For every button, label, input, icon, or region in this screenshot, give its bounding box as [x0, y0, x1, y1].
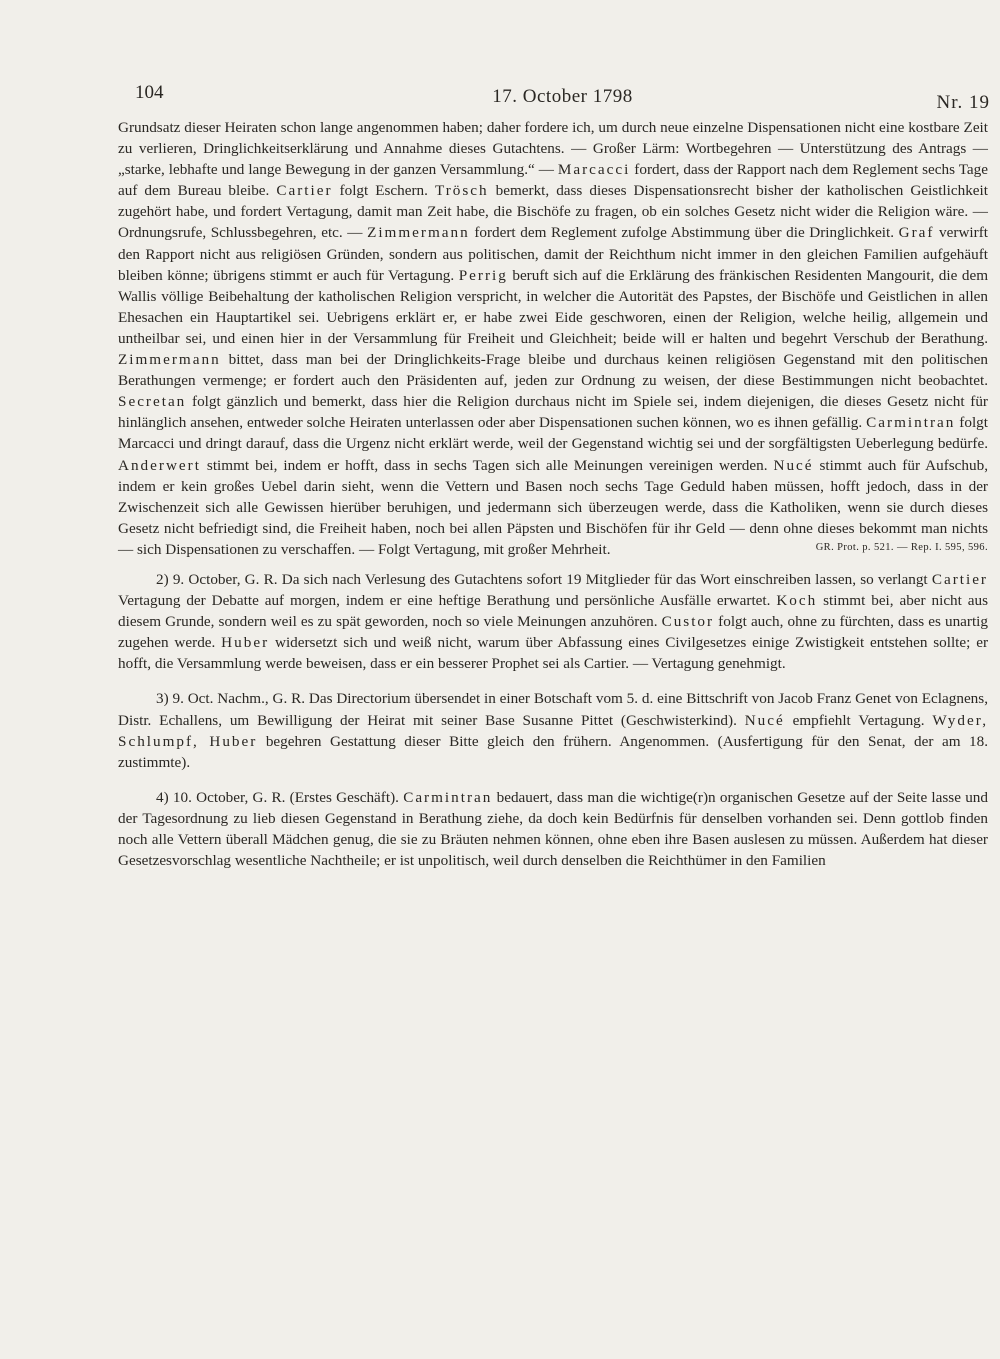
speaker-name: Graf [898, 224, 935, 242]
text-segment: stimmt auch für Aufschub, indem er kein großes Uebel darin sieht, wenn die Vettern und Basen noch sechs Tage Geduld haben müssen, hofft jedoch, dass in der Zwischenzeit sich alle Gewissen hierüber beruhigen, und jedermann sich überzeugen werde, dass die Katholiken, wenn sie durch dieses Gesetz nicht befriedigt sind, die Freiheit haben, noch bei allen Päpsten und Bischöfen für ihr Geld — denn ohne dieses bekommt man nichts — sich Dispensationen zu verschaffen. — Folgt Vertagung, mit großer Mehrheit. [118, 456, 988, 558]
body-text [118, 117, 988, 871]
text-segment: folgt Marcacci und dringt darauf, dass die Urgenz nicht erklärt werde, weil der Gegenstand wichtig sei und der sorgfältigsten Ueberlegung bedürfe. [118, 414, 988, 453]
text-segment: verwirft den Rapport nicht aus religiösen Gründen, sondern aus politischen, damit der Reichthum nicht immer in den gleichen Familien aufgehäuft bleiben könne; übrigens stimmt er auch für Vertagung. [118, 224, 988, 284]
speaker-name: Cartier [276, 182, 333, 200]
text-segment: bemerkt, dass dieses Dispensationsrecht bisher der katholischen Geistlichkeit zugehört habe, und fordert Vertagung, damit man Zeit habe, die Bischöfe zu fragen, ob ein solches Gesetz nicht wider die Religion wäre. — Ordnungsrufe, Schlussbegehren, etc. — [118, 182, 988, 242]
paragraph-1 [118, 117, 988, 560]
speaker-name: Trösch [434, 182, 489, 200]
speaker-name: Nucé [773, 456, 814, 474]
text-segment: fordert, dass der Rapport nach dem Reglement sechs Tage auf dem Bureau bleibe. [118, 161, 988, 200]
speaker-name: Zimmermann [367, 224, 470, 242]
paragraph-4 [118, 787, 988, 871]
speaker-name: Anderwert [118, 456, 201, 474]
page-date: 17. October 1798 [492, 86, 633, 107]
speaker-name: Secretan [118, 393, 187, 411]
text-segment: Grundsatz dieser Heiraten schon lange angenommen haben; daher fordere ich, um durch neue einzelne Dispensationen nicht eine kostbare Zeit zu verlieren, Dringlichkeitserklärung und Annahme dieses Gutachtens. — Großer Lärm: Wortbegehren — Unterstützung des Antrags — „starke, lebhafte und lange Bewegung in der ganzen Versammlung.“ — [118, 119, 988, 179]
protocol-reference: GR. Prot. p. 521. — Rep. I. 595, 596. [815, 541, 988, 553]
text-segment: empfiehlt Vertagung. [784, 711, 933, 729]
text-segment: Vertagung der Debatte auf morgen, indem er eine heftige Berathung und persönliche Ausfälle erwartet. [118, 592, 777, 610]
speaker-name: Koch [776, 592, 818, 610]
page-header [135, 82, 990, 112]
speaker-name: Nucé [744, 711, 785, 729]
speaker-name: Cartier [931, 570, 988, 588]
text-segment: begehren Gestattung dieser Bitte gleich den frühern. Angenommen. (Ausfertigung für den Senat, der am 18. zustimmte). [118, 732, 989, 771]
speaker-name: Perrig [458, 266, 508, 284]
speaker-name: Carmintran [403, 788, 493, 806]
text-segment: stimmt bei, aber nicht aus diesem Grunde, sondern weil es zu spät geworden, noch so viele Meinungen anzuhören. [118, 592, 989, 631]
speaker-name: Zimmermann [118, 351, 221, 369]
text-segment: stimmt bei, indem er hofft, dass in sechs Tagen sich alle Meinungen vereinigen werden. [200, 456, 774, 474]
paragraph-2 [118, 569, 988, 674]
speaker-name: Custor [661, 613, 715, 631]
page-number: 104 [135, 82, 164, 103]
text-segment: bittet, dass man bei der Dringlichkeits-Frage bleibe und durchaus keinen religiösen Gegenstand mit den politischen Berathungen vermenge; er fordert auch den Präsidenten auf, jeden zur Ordnung zu weisen, der diese Bestimmungen nicht beobachtet. [118, 351, 988, 390]
text-segment: folgt auch, ohne zu fürchten, dass es unartig zugehen werde. [118, 613, 988, 652]
speaker-name: Wyder, Schlumpf, Huber [118, 711, 988, 750]
text-segment: beruft sich auf die Erklärung des fränkischen Residenten Mangourit, die dem Wallis völlige Beibehaltung der katholischen Religion verspricht, in welcher die Autorität des Papstes, der Bischöfe und Geistlichen in allen Ehesachen ein Hauptartikel sei. Uebrigens erklärt er, er habe zwei Eide geschworen, einen der Religion, welche heilig, allgemein und untheilbar sei, und einen hier in der Versammlung für Freiheit und Gleichheit; beide will er halten und begehrt Verschub der Berathung. [118, 266, 989, 347]
speaker-name: Carmintran [866, 414, 956, 432]
paragraph-3 [118, 688, 988, 772]
text-segment: bedauert, dass man die wichtige(r)n organischen Gesetze auf der Seite lasse und der Tagesordnung zu lieb diesen Gegenstand in Berathung ziehe, da doch kein Bedürfnis für denselben vorhanden sei. Denn gottlob finden noch alle Vettern überall Mädchen genug, die sie zu Bräuten nehmen können, ohne eben ihre Basen auslesen zu müssen. Außerdem hat dieser Gesetzesvorschlag wesentliche Nachtheile; er ist unpolitisch, weil durch denselben die Reichthümer in den Familien [118, 788, 988, 870]
text-segment: folgt Eschern. [332, 182, 435, 200]
speaker-name: Huber [221, 634, 270, 652]
speaker-name: Marcacci [557, 161, 631, 179]
text-segment: folgt gänzlich und bemerkt, dass hier die Religion durchaus nicht im Spiele sei, indem diejenigen, die dieses Gesetz nicht für hinlänglich ansehen, entweder solche Heiraten unterlassen oder aber Dispensationen suchen können, wo es ihnen gefällig. [118, 393, 988, 432]
document-number: Nr. 19 [936, 92, 990, 113]
text-segment: 4) 10. October, G. R. (Erstes Geschäft). [156, 788, 404, 806]
text-segment: widersetzt sich und weiß nicht, warum über Abfassung eines Civilgesetzes einige Zwistigkeit entstehen sollte; er hofft, die Versammlung werde beweisen, dass er ein besserer Prophet sei als Cartier. — Vertagung genehmigt. [118, 634, 988, 673]
text-segment: 3) 9. Oct. Nachm., G. R. Das Directorium übersendet in einer Botschaft vom 5. d. eine Bittschrift von Jacob Franz Genet von Eclagnens, Distr. Echallens, um Bewilligung der Heirat mit seiner Base Susanne Pittet (Geschwisterkind). [118, 690, 988, 729]
text-segment: fordert dem Reglement zufolge Abstimmung über die Dringlichkeit. [469, 224, 899, 242]
text-segment: 2) 9. October, G. R. Da sich nach Verlesung des Gutachtens sofort 19 Mitglieder für das Wort einschreiben lassen, so verlangt [156, 570, 932, 588]
